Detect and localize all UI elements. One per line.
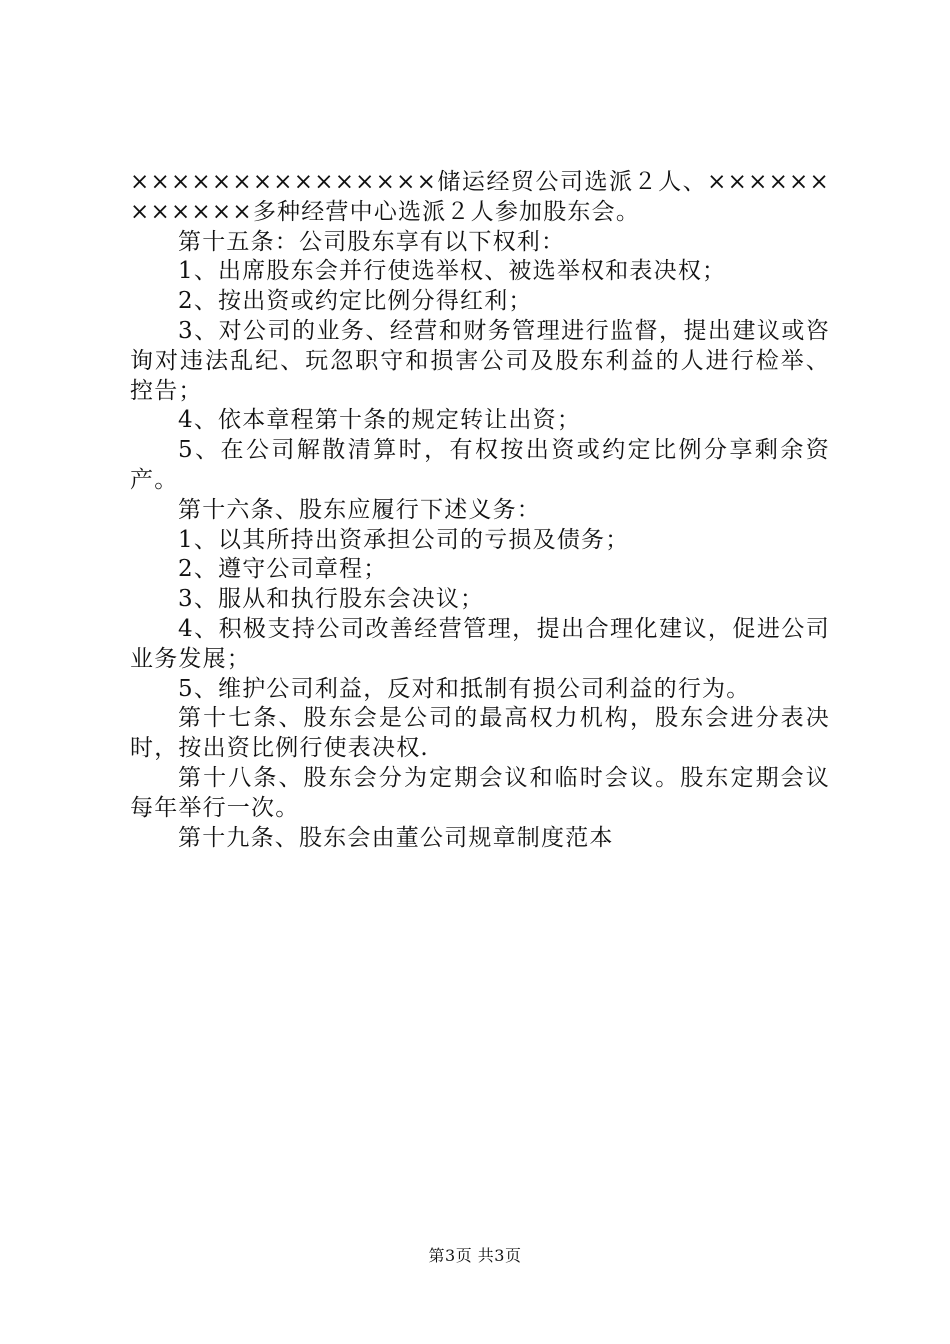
article-17: 第十七条、股东会是公司的最高权力机构，股东会进分表决时，按出资比例行使表决权. xyxy=(130,705,830,762)
article-19: 第十九条、股东会由董公司规章制度范本 xyxy=(178,824,614,851)
article-15-item-3: 3、对公司的业务、经营和财务管理进行监督，提出建议或咨询对违法乱纪、玩忽职守和损害公司及股东利益的人进行检举、控告； xyxy=(130,317,830,404)
article-15-item-2: 2、按出资或约定比例分得红利； xyxy=(178,288,533,315)
article-15-item-1: 1、出席股东会并行使选举权、被选举权和表决权； xyxy=(178,258,727,285)
article-16-item-4: 4、积极支持公司改善经营管理，提出合理化建议，促进公司业务发展； xyxy=(130,615,830,672)
article-16-item-1: 1、以其所持出资承担公司的亏损及债务； xyxy=(178,526,630,553)
paragraph-delegates: ×××××××××××××××储运经贸公司选派２人、××××××××××××多种经营中心选派２人参加股东会。 xyxy=(130,169,830,225)
article-15-item-5: 5、在公司解散清算时，有权按出资或约定比例分享剩余资产。 xyxy=(130,437,830,493)
article-15-heading: 第十五条：公司股东享有以下权利： xyxy=(178,228,566,255)
document-body xyxy=(130,168,830,853)
article-15-item-4: 4、依本章程第十条的规定转让出资； xyxy=(178,407,582,434)
article-18: 第十八条、股东会分为定期会议和临时会议。股东定期会议每年举行一次。 xyxy=(130,764,830,821)
page-number-footer: 第3页 共3页 xyxy=(428,1246,522,1265)
article-16-heading: 第十六条、股东应履行下述义务： xyxy=(178,496,541,523)
article-16-item-5: 5、维护公司利益，反对和抵制有损公司利益的行为。 xyxy=(178,675,751,702)
article-16-item-2: 2、遵守公司章程； xyxy=(178,556,388,583)
article-16-item-3: 3、服从和执行股东会决议； xyxy=(178,586,485,613)
